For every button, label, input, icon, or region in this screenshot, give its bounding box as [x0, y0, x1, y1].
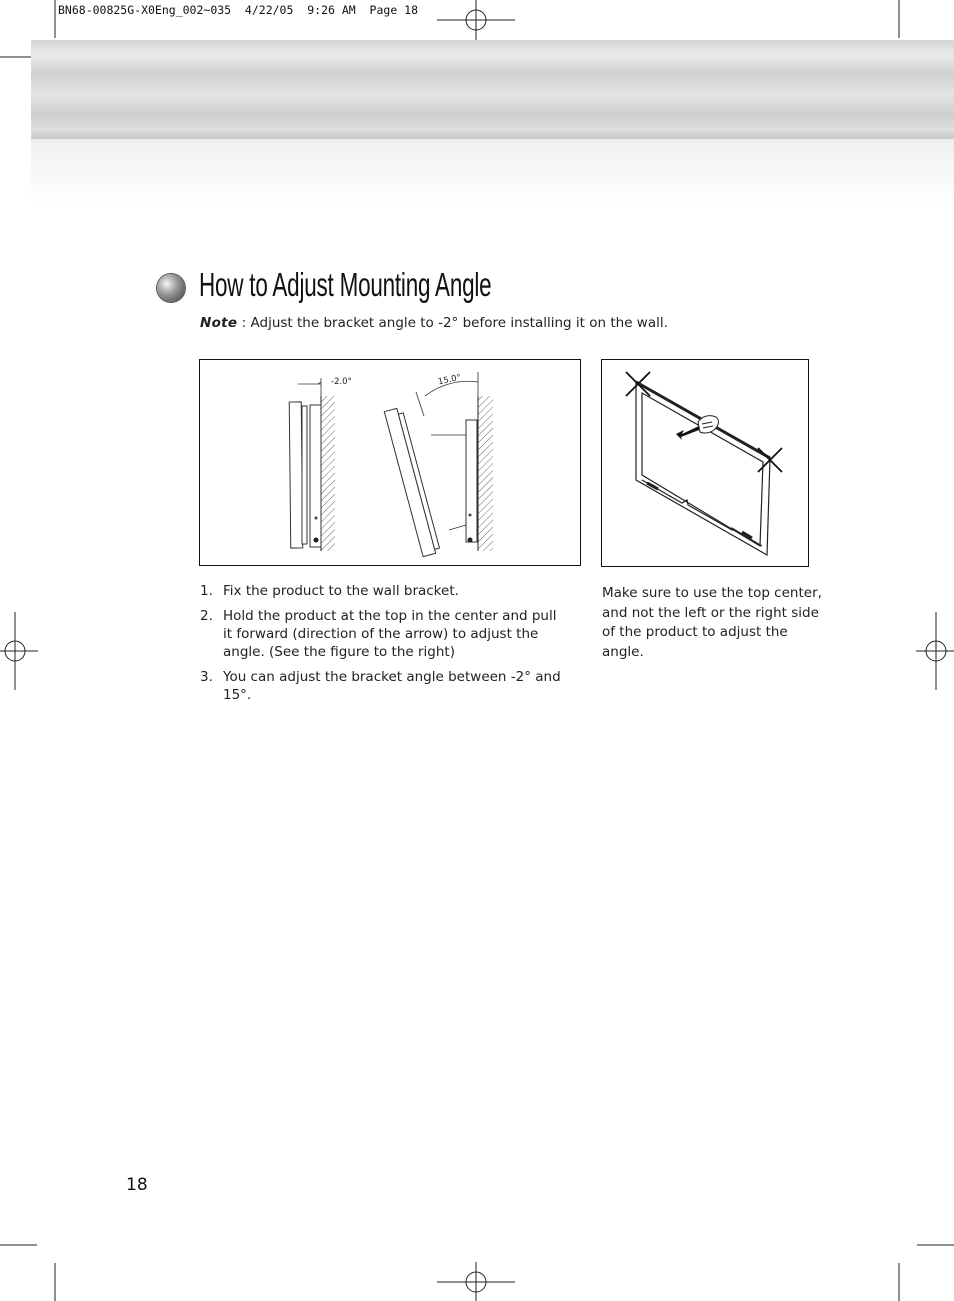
- list-item: [200, 607, 590, 661]
- step-text: Hold the product at the top in the center and pull it forward (direction of the arrow) to adjust the angle. (See the figure to the right): [223, 608, 557, 660]
- step-number: 2.: [200, 608, 213, 624]
- list-item: [200, 668, 590, 704]
- tv-panel-left: [289, 402, 303, 548]
- note-line: [200, 315, 668, 331]
- section-title: How to Adjust Mounting Angle: [199, 266, 492, 303]
- angle-label-15: 15.0°: [437, 372, 462, 388]
- hand-pull-illustration: [602, 360, 808, 566]
- note-label: Note: [200, 315, 238, 331]
- header-banner-fade: [31, 139, 954, 204]
- step-text: You can adjust the bracket angle between -2° and 15°.: [223, 669, 561, 703]
- step-number: 1.: [200, 583, 213, 599]
- wall-hatch-right: [478, 396, 493, 551]
- step-number: 3.: [200, 669, 213, 685]
- bracket-angle-figure: [199, 359, 581, 566]
- tv-panel-right: [384, 408, 435, 556]
- wall-bracket-left: [310, 405, 321, 547]
- wall-hatch-left: [321, 396, 335, 551]
- angle-label-minus2: -2.0°: [331, 377, 352, 387]
- tv-screen: [642, 393, 763, 546]
- list-item: [200, 582, 590, 600]
- note-text: : Adjust the bracket angle to -2° before installing it on the wall.: [237, 315, 668, 331]
- step-text: Fix the product to the wall bracket.: [223, 583, 459, 599]
- section-bullet-icon: [157, 274, 185, 302]
- instruction-steps: [200, 582, 590, 711]
- header-banner: [31, 40, 954, 139]
- page-number: 18: [126, 1175, 148, 1195]
- tv-bracket-side-left: [302, 406, 307, 544]
- bracket-angle-illustration: [200, 360, 580, 565]
- side-note: Make sure to use the top center, and not the left or the right side of the product to adjust the angle.: [602, 585, 822, 660]
- hand-pull-figure: [601, 359, 809, 567]
- print-slug: BN68-00825G-X0Eng_002~035 4/22/05 9:26 AM Page 18: [58, 3, 419, 17]
- wall-bracket-right: [466, 420, 477, 542]
